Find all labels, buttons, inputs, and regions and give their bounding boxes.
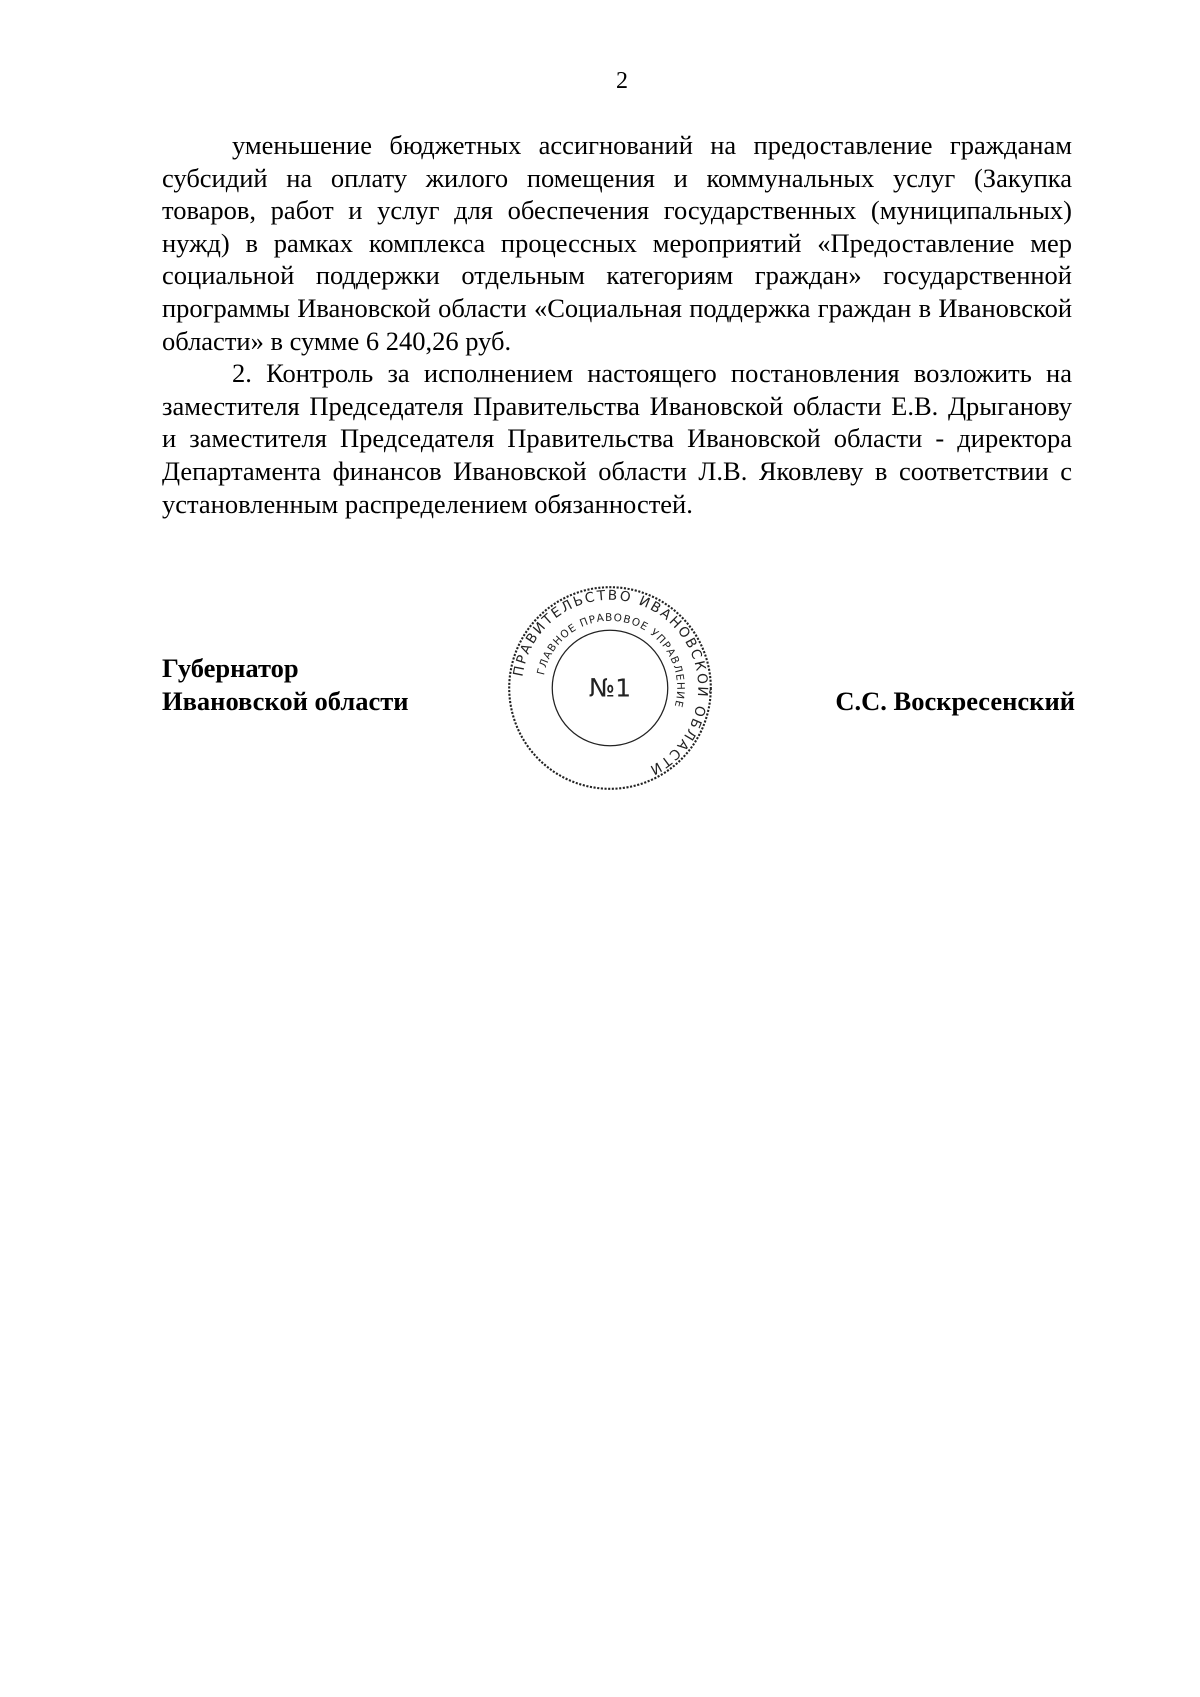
signature-title-line-2: Ивановской области bbox=[162, 686, 409, 716]
stamp-center-text: №1 bbox=[588, 673, 632, 703]
official-stamp bbox=[505, 583, 715, 793]
stamp-outer-text: ПРАВИТЕЛЬСТВО ИВАНОВСКОЙ ОБЛАСТИ bbox=[510, 587, 711, 779]
signature-name: С.С. Воскресенский bbox=[835, 686, 1075, 716]
document-body bbox=[162, 129, 1072, 520]
signature-title bbox=[162, 652, 409, 718]
stamp-inner-text: ГЛАВНОЕ ПРАВОВОЕ УПРАВЛЕНИЕ bbox=[535, 611, 687, 710]
paragraph-budget-reduction: уменьшение бюджетных ассигнований на предоставление гражданам субсидий на оплату жилого помещения и коммунальных услуг (Закупка товаров, работ и услуг для обеспечения государственных (муниципальных) нужд) в рамках комплекса процессных мероприятий «Предоставление мер социальной поддержки отдельным категориям граждан» государственной программы Ивановской области «Социальная поддержка граждан в Ивановской области» в сумме 6 240,26 руб. bbox=[162, 130, 1072, 356]
page-number: 2 bbox=[616, 68, 628, 94]
paragraph-control: 2. Контроль за исполнением настоящего постановления возложить на заместителя Председателя Правительства Ивановской области Е.В. Дрыганову и заместителя Председателя Правительства Ивановской области - директора Департамента финансов Ивановской области Л.В. Яковлеву в соответствии с установленным распределением обязанностей. bbox=[162, 358, 1072, 519]
signature-title-line-1: Губернатор bbox=[162, 653, 299, 683]
